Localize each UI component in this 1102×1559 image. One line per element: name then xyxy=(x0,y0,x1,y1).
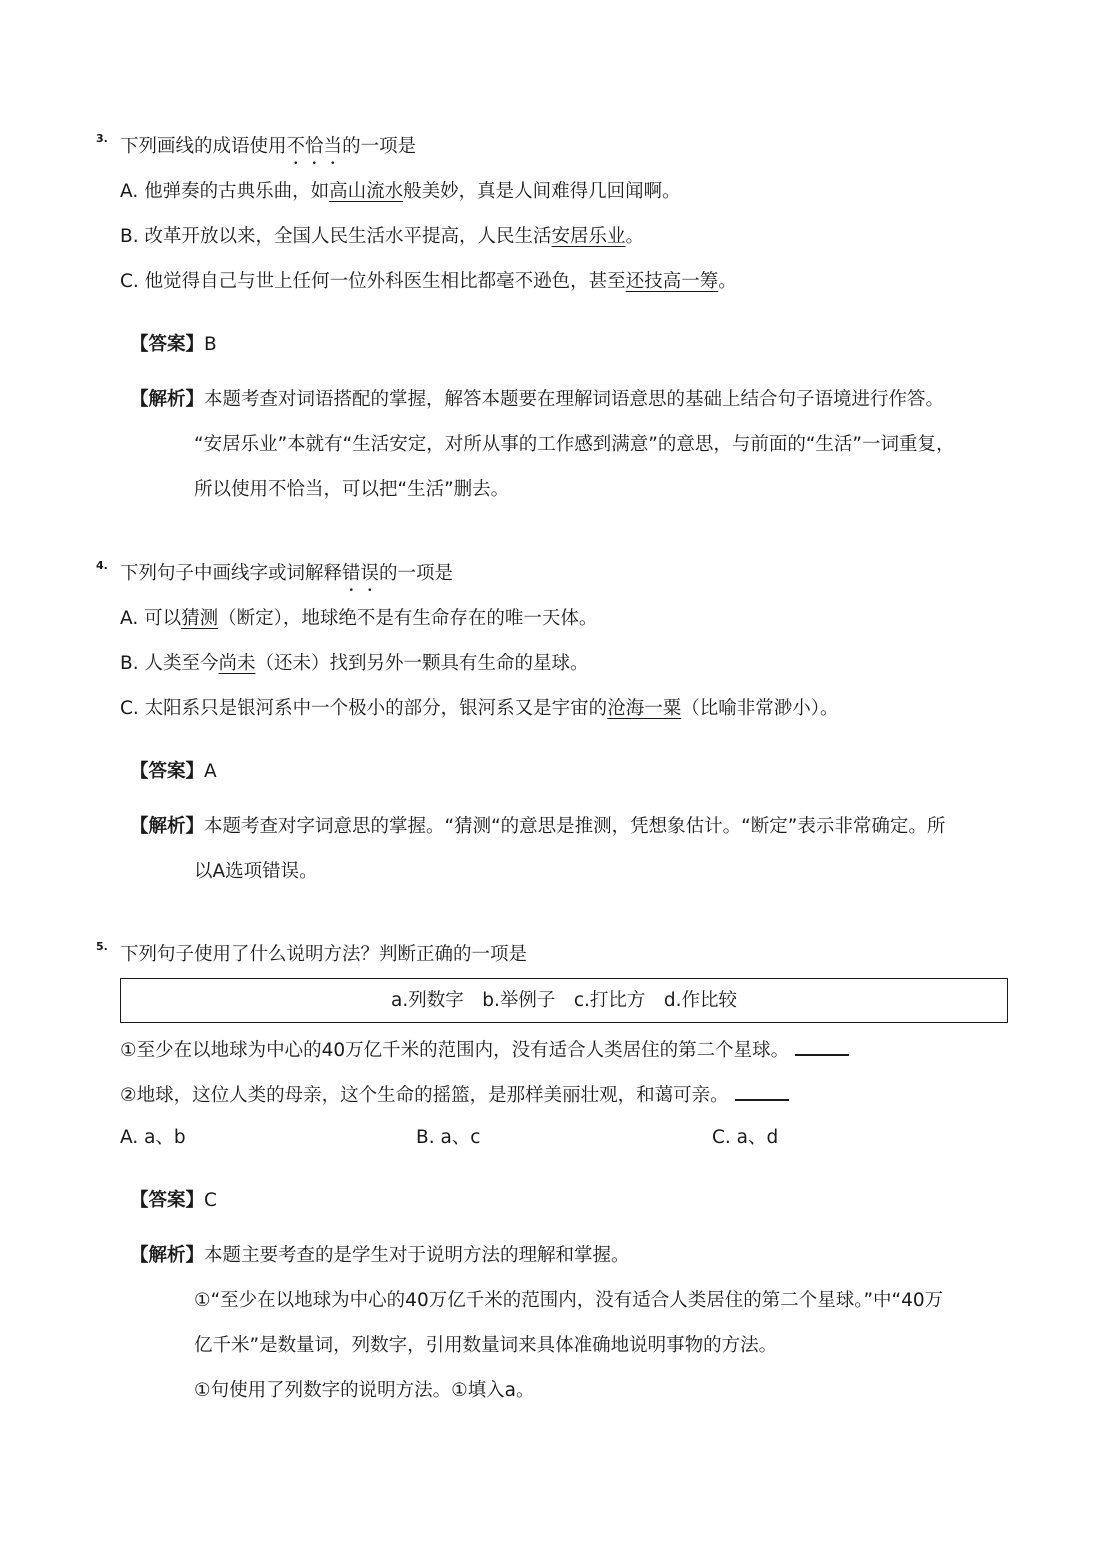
answer-blank xyxy=(735,1081,789,1101)
analysis-line: ①“至少在以地球为中心的40万亿千米的范围内，没有适合人类居住的第二个星球。”中“40万 xyxy=(194,1290,944,1311)
answer xyxy=(130,760,217,784)
answer-tag: 【答案】 xyxy=(130,334,205,355)
emphasis-char: 误 xyxy=(360,563,380,584)
option-a: A. 可以猜测（断定），地球绝不是有生命存在的唯一天体。 xyxy=(120,608,598,629)
option-c: C. 太阳系只是银河系中一个极小的部分，银河系又是宇宙的沧海一粟（比喻非常渺小）。 xyxy=(120,698,839,719)
option-c: C. 他觉得自己与世上任何一位外科医生相比都毫不逊色，甚至还技高一筹。 xyxy=(120,271,737,292)
underlined-phrase: 还技高一筹 xyxy=(625,271,719,292)
emphasis-char: 错 xyxy=(342,563,361,584)
option-b: B. 人类至今尚未（还未）找到另外一颗具有生命的星球。 xyxy=(120,653,589,674)
sentence-1: ①至少在以地球为中心的40万亿千米的范围内，没有适合人类居住的第二个星球。 xyxy=(120,1036,849,1063)
option-b: B. 改革开放以来，全国人民生活水平提高，人民生活安居乐业。 xyxy=(120,226,644,247)
answer-tag: 【答案】 xyxy=(130,1190,205,1211)
sentence-2: ②地球，这位人类的母亲，这个生命的摇篮，是那样美丽壮观，和蔼可亲。 xyxy=(120,1081,789,1108)
underlined-phrase: 沧海一粟 xyxy=(607,698,682,719)
question-number: 4. xyxy=(96,559,108,572)
answer xyxy=(130,1189,217,1213)
analysis-tag: 【解析】 xyxy=(130,816,205,837)
question-stem: 下列画线的成语使用不恰当的一项是 xyxy=(120,136,417,157)
underlined-phrase: 高山流水 xyxy=(329,181,404,202)
option-a: A. 他弹奏的古典乐曲，如高山流水般美妙，真是人间难得几回闻啊。 xyxy=(120,181,681,202)
analysis-line: “安居乐业”本就有“生活安定，对所从事的工作感到满意”的意思，与前面的“生活”一词重复， xyxy=(194,434,955,455)
analysis-tag: 【解析】 xyxy=(130,389,205,410)
question-number: 3. xyxy=(96,132,108,145)
answer-tag: 【答案】 xyxy=(130,761,205,782)
analysis: 【解析】本题考查对字词意思的掌握。“猜测“的意思是推测，凭想象估计。“断定”表示非常确定。所 xyxy=(130,816,946,837)
answer-value: A xyxy=(204,761,217,782)
option-b: B. a、c xyxy=(416,1127,481,1148)
analysis-line: ①句使用了列数字的说明方法。①填入a。 xyxy=(194,1380,535,1401)
emphasis-char: 当 xyxy=(323,136,343,157)
answer-value: B xyxy=(204,334,217,355)
underlined-phrase: 安居乐业 xyxy=(551,226,626,247)
question-stem: 下列句子中画线字或词解释错误的一项是 xyxy=(120,563,454,584)
analysis: 【解析】本题考查对词语搭配的掌握，解答本题要在理解词语意思的基础上结合句子语境进行作答。 xyxy=(130,389,945,410)
answer-value: C xyxy=(204,1190,217,1211)
analysis-tag: 【解析】 xyxy=(130,1245,205,1266)
option-c: C. a、d xyxy=(712,1127,779,1148)
underlined-phrase: 猜测 xyxy=(181,608,219,629)
analysis-line: 亿千米”是数量词，列数字，引用数量词来具体准确地说明事物的方法。 xyxy=(194,1335,778,1356)
answer-blank xyxy=(795,1036,849,1056)
analysis: 【解析】本题主要考查的是学生对于说明方法的理解和掌握。 xyxy=(130,1245,630,1266)
option-a: A. a、b xyxy=(120,1127,186,1148)
emphasis-char: 不 xyxy=(286,136,306,157)
question-number: 5. xyxy=(96,940,108,953)
answer xyxy=(130,333,217,357)
emphasis-char: 恰 xyxy=(305,136,324,157)
question-stem: 下列句子使用了什么说明方法？判断正确的一项是 xyxy=(120,944,528,965)
underlined-phrase: 尚未 xyxy=(218,653,256,674)
analysis-line: 以A选项错误。 xyxy=(194,861,318,882)
method-options-box: a.列数字 b.举例子 c.打比方 d.作比较 xyxy=(120,978,1008,1023)
analysis-line: 所以使用不恰当，可以把“生活”删去。 xyxy=(194,479,510,500)
